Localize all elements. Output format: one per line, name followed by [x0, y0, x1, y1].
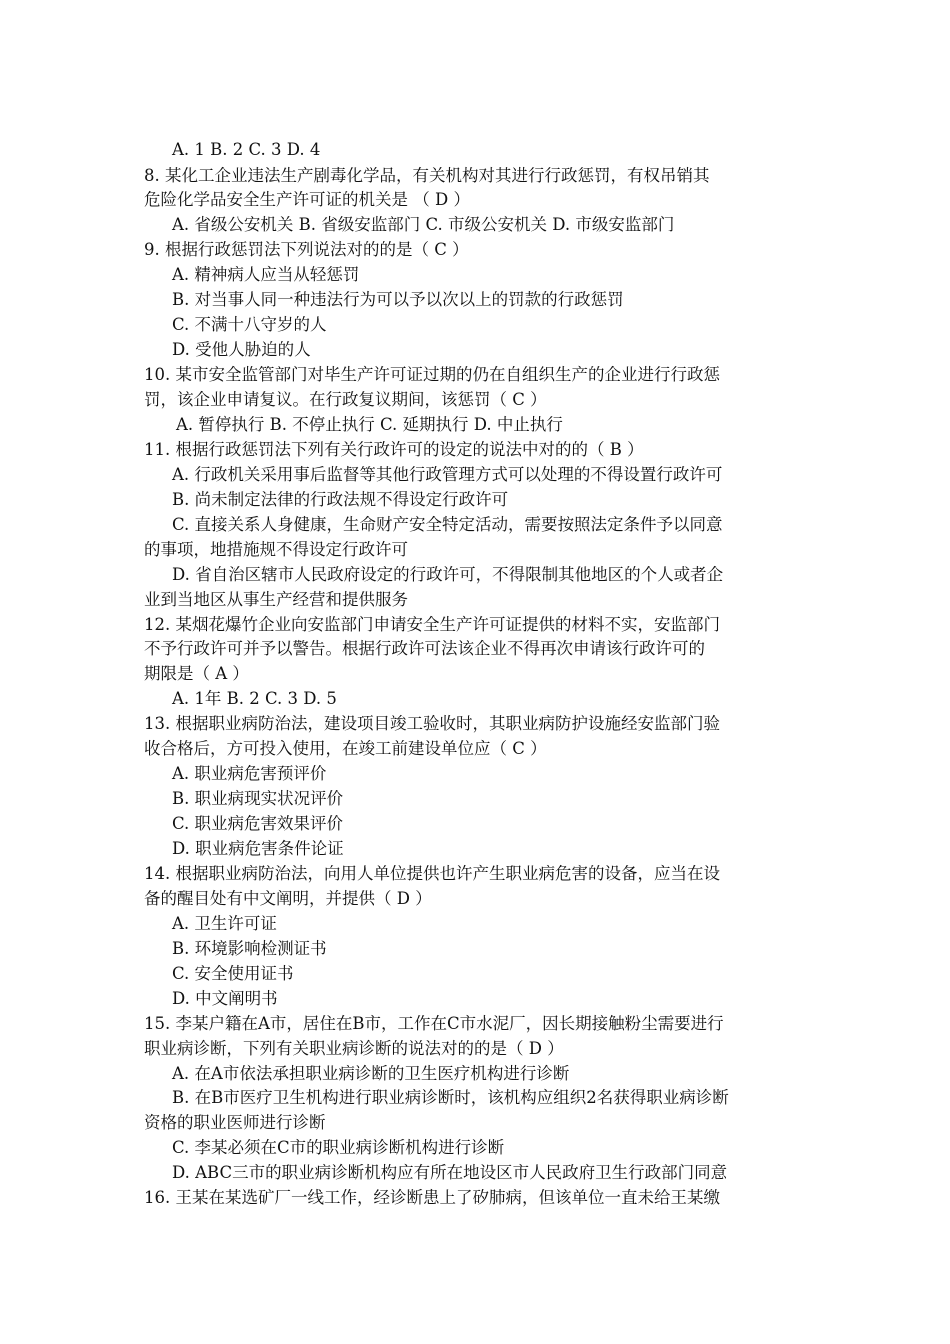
q13-option-b: B. 职业病现实状况评价: [172, 789, 344, 808]
q12-options: A. 1年 B. 2 C. 3 D. 5: [172, 689, 337, 708]
q9-option-c: C. 不满十八守岁的人: [172, 315, 327, 334]
q14-stem: 14. 根据职业病防治法，向用人单位提供也许产生职业病危害的设备，应当在设: [144, 864, 720, 883]
q15-option-c: C. 李某必须在C市的职业病诊断机构进行诊断: [172, 1138, 505, 1157]
q14-option-d: D. 中文阐明书: [172, 989, 278, 1008]
q10-stem-cont: 罚，该企业申请复议。在行政复议期间，该惩罚（ C ）: [144, 390, 547, 409]
q10-options: A. 暂停执行 B. 不停止执行 C. 延期执行 D. 中止执行: [176, 415, 563, 434]
q11-option-d: D. 省自治区辖市人民政府设定的行政许可，不得限制其他地区的个人或者企: [172, 565, 724, 584]
q11-stem: 11. 根据行政惩罚法下列有关行政许可的设定的说法中对的的（ B ）: [144, 440, 644, 459]
q11-option-a: A. 行政机关采用事后监督等其他行政管理方式可以处理的不得设置行政许可: [172, 465, 723, 484]
q7-options: A. 1 B. 2 C. 3 D. 4: [172, 140, 321, 159]
q9-option-b: B. 对当事人同一种违法行为可以予以次以上的罚款的行政惩罚: [172, 290, 624, 309]
q14-stem-cont: 备的醒目处有中文阐明，并提供（ D ）: [144, 889, 432, 908]
q11-option-b: B. 尚未制定法律的行政法规不得设定行政许可: [172, 490, 509, 509]
q9-option-d: D. 受他人胁迫的人: [172, 340, 311, 359]
q8-options: A. 省级公安机关 B. 省级安监部门 C. 市级公安机关 D. 市级安监部门: [172, 215, 675, 234]
q13-stem-cont: 收合格后，方可投入使用，在竣工前建设单位应（ C ）: [144, 739, 547, 758]
q9-stem: 9. 根据行政惩罚法下列说法对的的是（ C ）: [144, 240, 469, 259]
q12-stem-cont-1: 不予行政许可并予以警告。根据行政许可法该企业不得再次申请该行政许可的: [144, 639, 705, 658]
q15-option-b-cont: 资格的职业医师进行诊断: [144, 1113, 326, 1132]
q10-stem: 10. 某市安全监管部门对毕生产许可证过期的仍在自组织生产的企业进行行政惩: [144, 365, 720, 384]
q11-option-c-cont: 的事项，地措施规不得设定行政许可: [144, 540, 408, 559]
q13-option-d: D. 职业病危害条件论证: [172, 839, 344, 858]
q15-stem: 15. 李某户籍在A市，居住在B市，工作在C市水泥厂，因长期接触粉尘需要进行: [144, 1014, 724, 1033]
q15-option-d: D. ABC三市的职业病诊断机构应有所在地设区市人民政府卫生行政部门同意: [172, 1163, 728, 1182]
q9-option-a: A. 精神病人应当从轻惩罚: [172, 265, 360, 284]
q14-option-c: C. 安全使用证书: [172, 964, 294, 983]
q12-stem-cont-2: 期限是（ A ）: [144, 664, 249, 683]
q13-option-a: A. 职业病危害预评价: [172, 764, 327, 783]
q13-stem: 13. 根据职业病防治法，建设项目竣工验收时，其职业病防护设施经安监部门验: [144, 714, 720, 733]
q14-option-b: B. 环境影响检测证书: [172, 939, 327, 958]
q14-option-a: A. 卫生许可证: [172, 914, 277, 933]
q12-stem: 12. 某烟花爆竹企业向安监部门申请安全生产许可证提供的材料不实，安监部门: [144, 615, 720, 634]
q16-stem: 16. 王某在某选矿厂一线工作，经诊断患上了矽肺病，但该单位一直未给王某缴: [144, 1188, 720, 1207]
q15-option-a: A. 在A市依法承担职业病诊断的卫生医疗机构进行诊断: [172, 1064, 570, 1083]
q11-option-d-cont: 业到当地区从事生产经营和提供服务: [144, 590, 408, 609]
q8-stem: 8. 某化工企业违法生产剧毒化学品，有关机构对其进行行政惩罚，有权吊销其: [144, 166, 710, 185]
q11-option-c: C. 直接关系人身健康，生命财产安全特定活动，需要按照法定条件予以同意: [172, 515, 723, 534]
q8-stem-cont: 危险化学品安全生产许可证的机关是 （ D ）: [144, 190, 470, 209]
q13-option-c: C. 职业病危害效果评价: [172, 814, 344, 833]
q15-stem-cont: 职业病诊断，下列有关职业病诊断的说法对的的是（ D ）: [144, 1039, 564, 1058]
q15-option-b: B. 在B市医疗卫生机构进行职业病诊断时，该机构应组织2名获得职业病诊断: [172, 1088, 729, 1107]
